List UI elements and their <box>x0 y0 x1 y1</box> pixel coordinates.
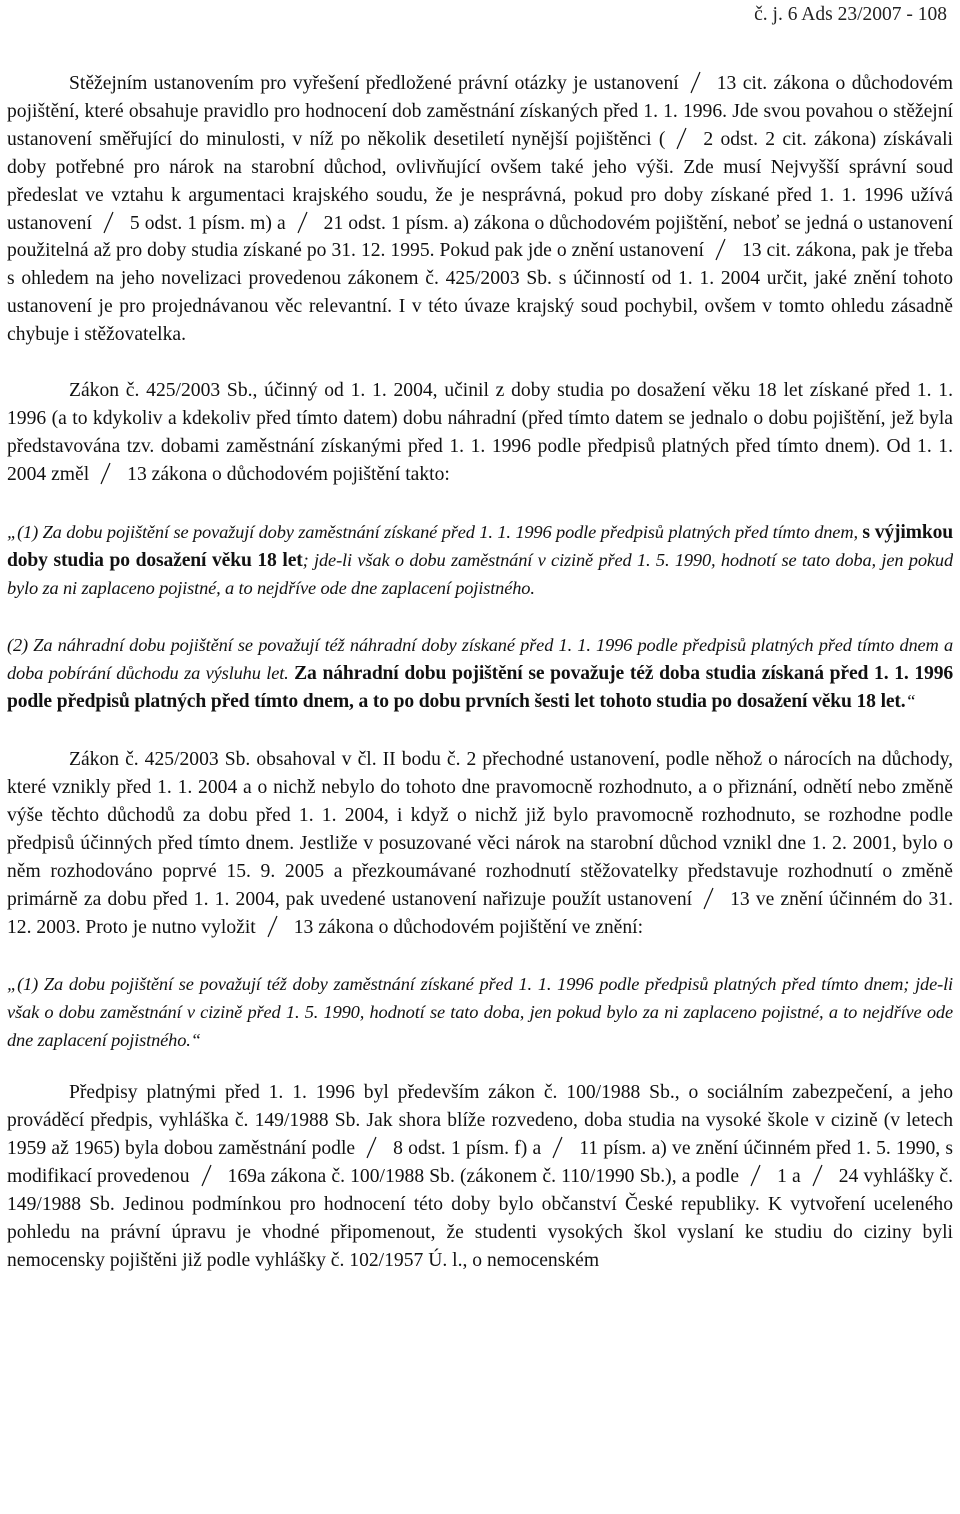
paragraph-2 <box>7 377 953 489</box>
section-sign-icon <box>551 1136 565 1157</box>
case-reference: č. j. 6 Ads 23/2007 - 108 <box>754 4 947 25</box>
document-page <box>7 0 953 1514</box>
quote-2-emphasis: Za náhradní dobu pojištění se považuje též doba studia získaná před 1. 1. 1996 podle předpisů platných před tímto dnem, a to po dobu prvních šesti let tohoto studia po dosažení věku 18 let. <box>7 663 953 713</box>
paragraph-3-text-b: 13 ve znění účinném do 31. 12. 2003. Proto je nutno vyložit <box>7 888 953 938</box>
quote-1 <box>7 519 953 603</box>
quote-2-text-b: “ <box>905 691 916 712</box>
paragraph-4-text-c: 11 písm. a) ve znění účinném před 1. 5. 1990, s modifikací provedenou <box>7 1138 953 1187</box>
paragraph-1 <box>7 70 953 349</box>
paragraph-4-text-f: 24 vyhlášky č. 149/1988 Sb. Jedinou podmínkou pro hodnocení této doby bylo občanství České republiky. K vytvoření uceleného pohledu na právní úpravu je vhodné připomenout, že studenti vysokých škol vyslaní ke studiu do ciziny byli nemocensky pojištěni již podle vyhlášky č. 102/1957 Ú. l., o nemocenském <box>7 1165 953 1271</box>
section-sign-icon <box>99 462 113 483</box>
section-sign-icon <box>266 915 280 936</box>
quote-1-text-a: „(1) Za dobu pojištění se považují doby zaměstnání získané před 1. 1. 1996 podle předpisů platných před tímto dnem, <box>7 521 863 542</box>
paragraph-1-text-e: 21 odst. 1 písm. a) zákona o důchodovém pojištění, neboť se jedná o ustanovení použitelná až pro doby studia získané po 31. 12. 1995. Pokud pak jde o znění ustanovení <box>7 212 953 262</box>
section-sign-icon <box>102 211 116 232</box>
section-sign-icon <box>811 1164 825 1185</box>
quote-2 <box>7 632 953 716</box>
quote-1-text-b: ; jde-li však o dobu zaměstnání v cizině před 1. 5. 1990, hodnotí se tato doba, jen pokud bylo za ni zaplaceno pojistné, a to nejdříve ode dne zaplacení pojistného. <box>7 549 953 598</box>
paragraph-1-text-a: Stěžejním ustanovením pro vyřešení předložené právní otázky je ustanovení <box>69 73 679 94</box>
section-sign-icon <box>200 1164 214 1185</box>
section-sign-icon <box>702 887 716 908</box>
paragraph-1-text-b: 13 cit. zákona o důchodovém pojištění, které obsahuje pravidlo pro hodnocení dob zaměstnání získaných před 1. 1. 1996. Jde svou povahou o stěžejní ustanovení směřující do minulosti, v níž po několik desetiletí nynější pojištěnci ( <box>7 73 953 150</box>
quote-3-text: „(1) Za dobu pojištění se považují též doby zaměstnání získané před 1. 1. 1996 podle předpisů platných před tímto dnem; jde-li však o dobu zaměstnání v cizině před 1. 5. 1990, hodnotí se tato doba, jen pokud bylo za ni zaplaceno pojistné, a to nejdříve ode dne zaplacení pojistného.“ <box>7 974 953 1051</box>
section-sign-icon <box>749 1164 763 1185</box>
paragraph-4-text-e: 1 a <box>777 1165 801 1187</box>
paragraph-1-text-d: 5 odst. 1 písm. m) a <box>129 212 286 234</box>
quote-1-emphasis: s výjimkou doby studia po dosažení věku 18 let <box>7 521 953 571</box>
quote-3 <box>7 971 953 1055</box>
quote-2-text-a: (2) Za náhradní dobu pojištění se považují též náhradní doby získané před 1. 1. 1996 podle předpisů platných před tímto dnem a doba pobírání důchodu za výsluhu let. <box>7 635 953 684</box>
paragraph-3-text-a: Zákon č. 425/2003 Sb. obsahoval v čl. II bodu č. 2 přechodné ustanovení, podle něhož o nárocích na důchody, které vznikly před 1. 1. 2004 a o nichž nebylo do tohoto dne pravomocně rozhodnuto, a o přiznání, odnětí nebo změně výše těchto důchodů za dobu před 1. 1. 2004, i když o nichž již bylo pravomocně rozhodnuto, se rozhodne podle předpisů účinných před tímto dnem. Jestliže v posuzované věci nárok na starobní důchod vznikl dne 1. 2. 2001, bylo o něm rozhodováno poprvé 15. 9. 2005 a přezkoumávané rozhodnutí stěžovatelky představuje rozhodnutí o změně primárně za dobu před 1. 1. 2004, pak uvedené ustanovení nařizuje použít ustanovení <box>7 749 953 910</box>
paragraph-4-text-d: 169a zákona č. 100/1988 Sb. (zákonem č. 110/1990 Sb.), a podle <box>227 1165 740 1187</box>
section-sign-icon <box>365 1136 379 1157</box>
paragraph-4-text-b: 8 odst. 1 písm. f) a <box>393 1138 542 1159</box>
paragraph-4 <box>7 1079 953 1274</box>
paragraph-1-text-f: 13 cit. zákona, pak je třeba s ohledem na jeho novelizaci provedenou zákonem č. 425/2003 Sb. s účinností od 1. 1. 2004 určit, jaké znění tohoto ustanovení je pro projednávanou věc relevantní. I v této úvaze krajský soud pochybil, ovšem v tomto ohledu zásadně chybuje i stěžovatelka. <box>7 240 953 346</box>
document-body <box>7 70 953 1275</box>
paragraph-1-text-c: 2 odst. 2 cit. zákona) získávali doby potřebné pro nárok na starobní důchod, ovlivňující ovšem také jeho výši. Zde musí Nejvyšší správní soud předeslat ve vztahu k argumentaci krajského soudu, že je nesprávná, pokud pro doby získané před 1. 1. 1996 užívá ustanovení <box>7 128 953 234</box>
paragraph-4-text-a: Předpisy platnými před 1. 1. 1996 byl především zákon č. 100/1988 Sb., o sociálním zabezpečení, a jeho prováděcí předpis, vyhláška č. 149/1988 Sb. Jak shora blíže rozvedeno, doba studia na vysoké škole v cizině (v letech 1959 až 1965) byla dobou zaměstnání podle <box>7 1082 953 1159</box>
paragraph-2-text-b: 13 zákona o důchodovém pojištění takto: <box>127 463 450 485</box>
paragraph-3 <box>7 746 953 941</box>
section-sign-icon <box>714 238 728 259</box>
section-sign-icon <box>296 211 310 232</box>
paragraph-3-text-c: 13 zákona o důchodovém pojištění ve znění: <box>293 916 644 938</box>
paragraph-2-text-a: Zákon č. 425/2003 Sb., účinný od 1. 1. 2004, učinil z doby studia po dosažení věku 18 let získané před 1. 1. 1996 (a to kdykoliv a kdekoliv před tímto datem) dobu náhradní (před tímto datem se jednalo o dobu pojištění, jež byla představována tzv. dobami zaměstnání získanými před 1. 1. 1996 podle předpisů platných před tímto dnem). Od 1. 1. 2004 změl <box>7 380 953 485</box>
section-sign-icon <box>689 71 703 92</box>
section-sign-icon <box>675 127 689 148</box>
